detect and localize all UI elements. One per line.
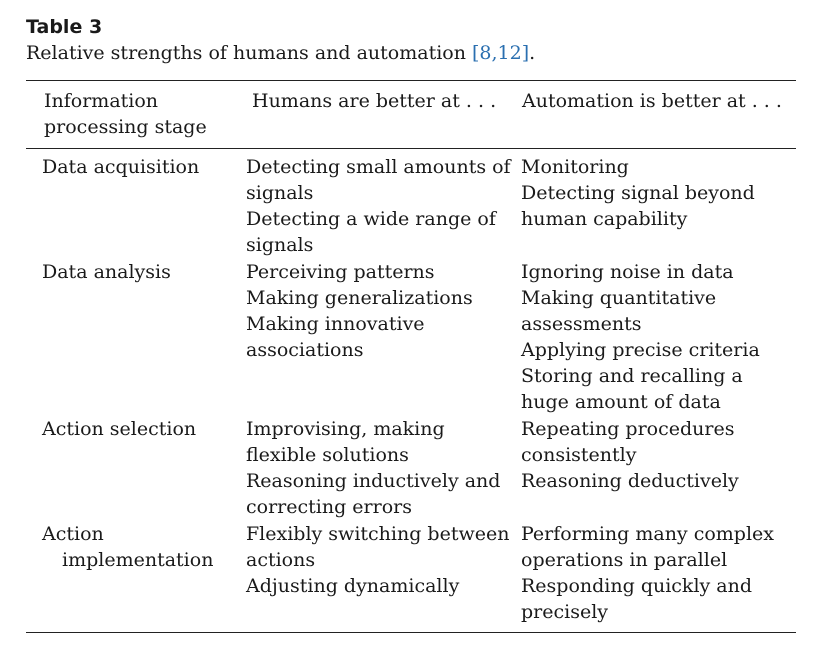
list-item: Storing and recalling a huge amount of data [521, 365, 743, 413]
table-container [26, 14, 796, 623]
list-item: Detecting small amounts of signals [246, 156, 511, 204]
list-item: Responding quickly and precisely [521, 575, 753, 623]
stage-line2: implementation [62, 549, 214, 571]
list-item: Reasoning inductively and correcting errors [246, 470, 501, 518]
header-stage-line2: processing stage [44, 116, 207, 138]
list-item: Making innovative associations [246, 313, 425, 361]
header-humans: Humans are better at . . . [252, 90, 497, 112]
list-item: Applying precise criteria [521, 339, 760, 361]
caption-text: Relative strengths of humans and automation [26, 42, 472, 64]
header-automation: Automation is better at . . . [522, 90, 782, 112]
stage-cell: Data analysis [42, 261, 171, 283]
stage-line1: Action [42, 523, 104, 545]
stage-cell: Action selection [42, 418, 197, 440]
list-item: Performing many complex operations in parallel [521, 523, 774, 571]
list-item: Adjusting dynamically [246, 575, 460, 597]
automation-cell [521, 416, 796, 494]
caption-end: . [529, 42, 536, 64]
automation-cell [521, 154, 796, 232]
list-item: Improvising, making flexible solutions [246, 418, 445, 466]
header-stage-line1: Information [44, 90, 159, 112]
header-rule [26, 148, 796, 149]
table-label: Table 3 [26, 16, 103, 38]
list-item: Making quantitative assessments [521, 287, 717, 335]
humans-cell [246, 259, 514, 363]
humans-cell [246, 154, 514, 258]
table-caption [26, 40, 796, 66]
list-item: Flexibly switching between actions [246, 523, 510, 571]
bottom-rule [26, 632, 796, 633]
citation-link[interactable]: [8,12] [472, 42, 530, 64]
list-item: Ignoring noise in data [521, 261, 734, 283]
stage-cell: Data acquisition [42, 156, 200, 178]
humans-cell [246, 416, 514, 520]
stage-cell [42, 521, 242, 573]
list-item: Perceiving patterns [246, 261, 435, 283]
header-stage [44, 88, 207, 140]
top-rule [26, 80, 796, 81]
list-item: Monitoring [521, 156, 629, 178]
automation-cell [521, 259, 796, 415]
list-item: Making generalizations [246, 287, 473, 309]
list-item: Repeating procedures consistently [521, 418, 735, 466]
automation-cell [521, 521, 796, 625]
list-item: Detecting a wide range of signals [246, 208, 496, 256]
list-item: Detecting signal beyond human capability [521, 182, 755, 230]
humans-cell [246, 521, 514, 599]
list-item: Reasoning deductively [521, 470, 739, 492]
